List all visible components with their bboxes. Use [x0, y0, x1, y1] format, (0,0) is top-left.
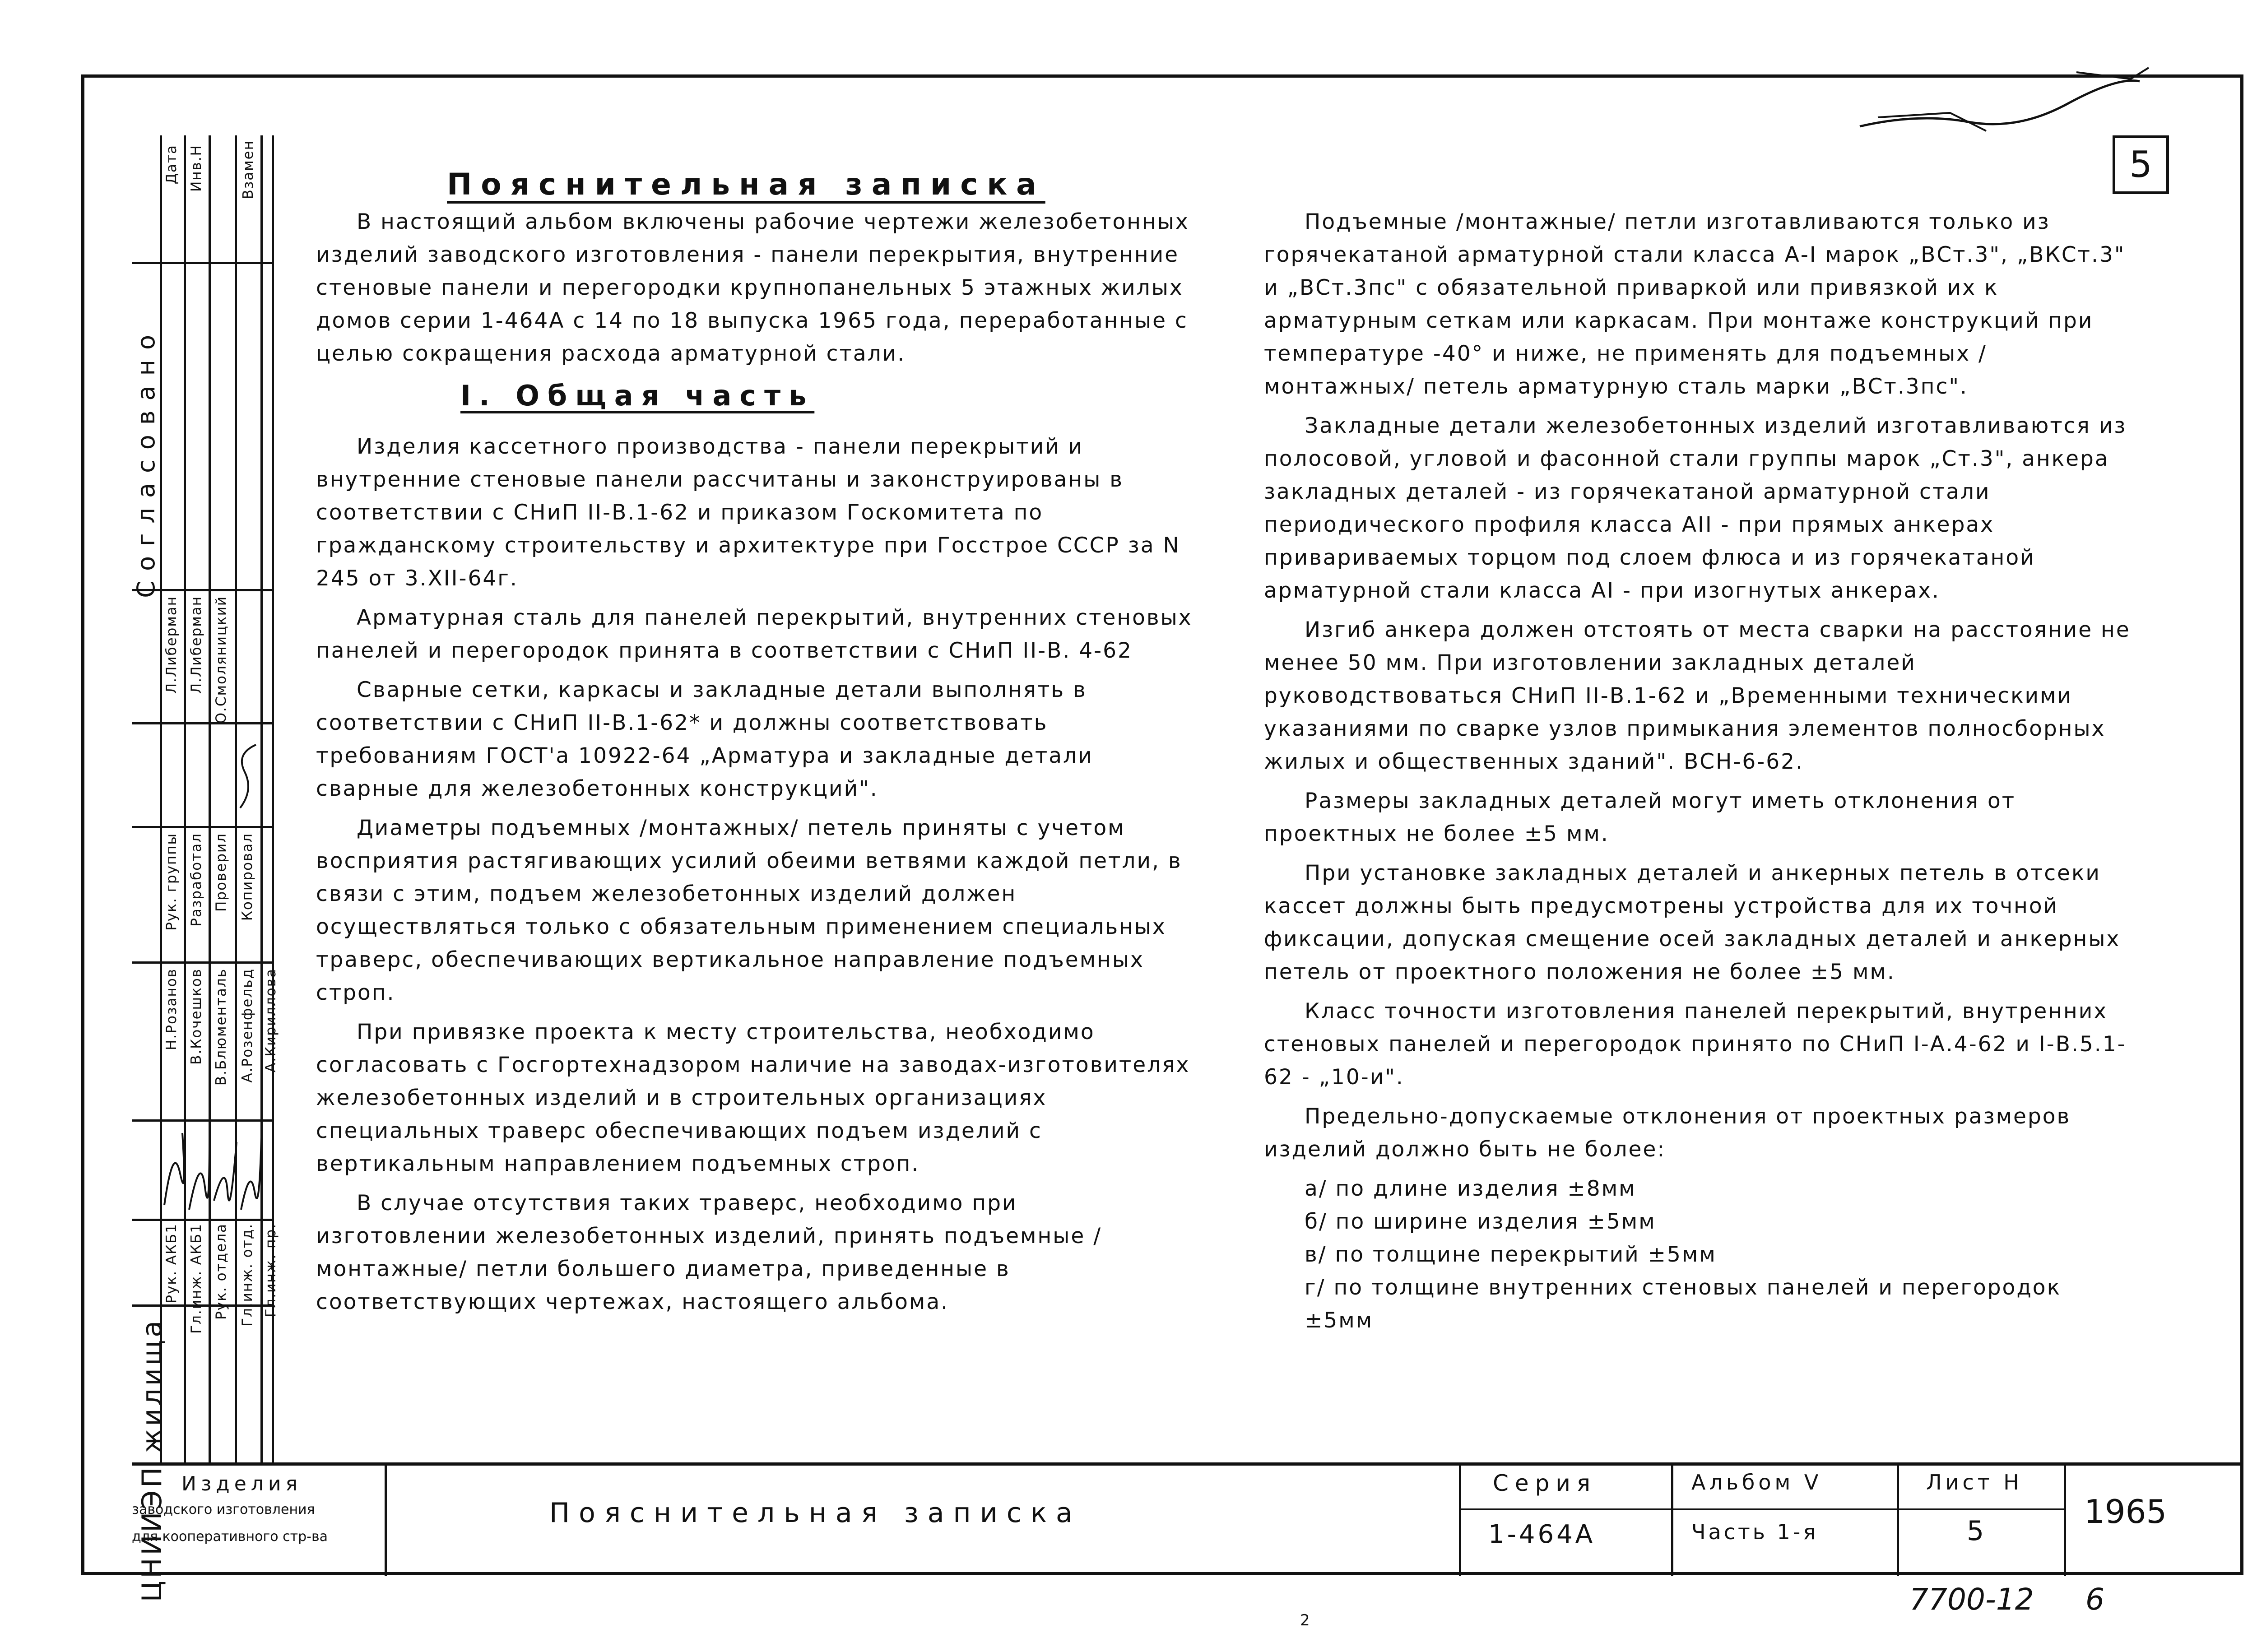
name-b-3: О.Смоляницкий	[213, 596, 229, 724]
paragraph-1: Изделия кассетного производства - панели перекрытий и внутренние стеновые панели рассчитаны и законструированы в соответствии с СНиП II-В.1-62 и приказом Госкомитета по гражданскому строительству и архитектуре при Госстрое СССР за N 245 от 3.XII-64г.	[316, 434, 1180, 591]
paragraph-3: Сварные сетки, каркасы и закладные детали выполнять в соответствии с СНиП II-В.1-62* и должны соответствовать требованиям ГОСТ'а 10922-64 „Арматура и закладные детали сварные для железобетонных конструкций".	[316, 678, 1093, 801]
tolerance-item-a: а/ по длине изделия ±8мм	[1305, 1176, 1636, 1201]
name-a-5: А.Кириллова	[263, 968, 279, 1072]
right-column	[1264, 205, 2135, 1337]
scribble-mark	[1851, 63, 2167, 144]
sheet-value: 5	[1967, 1515, 1984, 1547]
series-label: Серия	[1493, 1470, 1597, 1496]
sheet-label: Лист Н	[1926, 1470, 2023, 1494]
role-b-4: Копировал	[239, 833, 255, 921]
paragraph-6: В случае отсутствия таких траверс, необходимо при изготовлении железобетонных изделий, принять подъемные /монтажные/ петли большего диаметра, приведенные в соответствующих чертежах, настоящего альбома.	[316, 1191, 1102, 1314]
role-a-3: Рук. отдела	[213, 1223, 229, 1320]
role-b-2: Разработал	[188, 833, 204, 927]
signature-copied	[236, 736, 263, 817]
right-paragraph-5: При установке закладных деталей и анкерных петель в отсеки кассет должны быть предусмотрены устройства для их точной фиксации, допуская смещение осей закладных деталей и анкерных петель от проектного положения не более ±5 мм.	[1264, 861, 2121, 984]
doc-title-cell	[385, 1466, 1459, 1576]
right-paragraph-1: Подъемные /монтажные/ петли изготавливаются только из горячекатаной арматурной стали класса А-I марок „ВСт.3", „ВКСт.3" и „ВСт.3пс" с обязательной приваркой или привязкой их к арматурным сеткам или каркасам. При монтаже конструкций при температуре -40° и ниже, не применять для подъемных /монтажных/ петель арматурную сталь марки „ВСт.3пс".	[1264, 209, 2126, 399]
footer-number: 6	[2085, 1582, 2104, 1617]
org-label: ЦНИИЭП жилища	[136, 1318, 168, 1602]
series-value: 1-464А	[1488, 1520, 1596, 1549]
role-a-4: Гл.инж. отд.	[239, 1223, 255, 1327]
right-paragraph-4: Размеры закладных деталей могут иметь отклонения от проектных не более ±5 мм.	[1264, 789, 2016, 846]
paragraph-2: Арматурная сталь для панелей перекрытий, внутренних стеновых панелей и перегородок принята в соответствии с СНиП II-В. 4-62	[316, 605, 1193, 663]
name-b-2: Л.Либерман	[188, 596, 204, 694]
role-b-1: Рук. группы	[163, 833, 180, 931]
name-b-1: Л.Либерман	[163, 596, 180, 694]
album-cell	[1671, 1466, 1897, 1576]
paragraph-4: Диаметры подъемных /монтажных/ петель приняты с учетом восприятия растягивающих усилий обеими ветвями каждой петли, в связи с этим, подъем железобетонных изделий должен осуществляться только с обязательным применением специальных траверс, обеспечивающих вертикальное направление подъемных строп.	[316, 816, 1182, 1005]
product-line-3: для кооперативного стр-ва	[132, 1529, 328, 1545]
right-paragraph-3: Изгиб анкера должен отстоять от места сварки на расстояние не менее 50 мм. При изготовлении закладных деталей руководствоваться СНиП II-В.1-62 и „Временными техническими указаниями по сварке узлов примыкания элементов полносборных жилых и общественных зданий". ВСН-6-62.	[1264, 617, 2131, 774]
page-mark: 2	[1300, 1611, 1310, 1629]
role-b-3: Проверил	[213, 833, 229, 912]
right-paragraph-2: Закладные детали железобетонных изделий изготавливаются из полосовой, угловой и фасонной стали группы марок „Ст.3", анкера закладных деталей - из горячекатаной арматурной стали периодического профиля класса АII - при прямых анкерах привариваемых торцом под слоем флюса и из горячекатаной арматурной стали класса АI - при изогнутых анкерах.	[1264, 413, 2127, 603]
signature-scribbles	[160, 1124, 273, 1219]
sheet-cell	[1897, 1466, 2064, 1576]
name-a-2: В.Кочешков	[188, 968, 204, 1065]
agreed-label: Согласовано	[132, 325, 160, 598]
name-a-1: Н.Розанов	[163, 968, 180, 1050]
inv-label: Инв.Н	[188, 144, 204, 192]
replace-label: Взамен	[240, 140, 256, 200]
tolerance-item-b: б/ по ширине изделия ±5мм	[1305, 1209, 1656, 1234]
left-column	[316, 205, 1196, 1325]
role-a-1: Рук. АКБ1	[163, 1223, 180, 1304]
product-line-1: Изделия	[181, 1472, 302, 1495]
title-block	[132, 1462, 2243, 1576]
sheet-number: 5	[2129, 144, 2152, 186]
tolerance-item-c: в/ по толщине перекрытий ±5мм	[1305, 1242, 1717, 1267]
role-a-5: Гл.инж. пр.	[263, 1223, 279, 1318]
page-title: Пояснительная записка	[447, 167, 1045, 202]
year-cell	[2064, 1466, 2244, 1576]
date-label: Дата	[163, 144, 180, 185]
right-paragraph-6: Класс точности изготовления панелей перекрытий, внутренних стеновых панелей и перегородок принято по СНиП I-А.4-62 и I-В.5.1-62 - „10-и".	[1264, 999, 2127, 1090]
role-a-2: Гл.инж. АКБ1	[188, 1223, 204, 1334]
section-title: I. Общая часть	[460, 379, 815, 412]
year-value: 1965	[2084, 1493, 2167, 1531]
name-a-4: А.Розенфельд	[239, 968, 255, 1083]
tolerance-item-d: г/ по толщине внутренних стеновых панелей и перегородок ±5мм	[1305, 1275, 2061, 1333]
product-line-2: заводского изготовления	[132, 1502, 315, 1517]
part-label: Часть 1-я	[1691, 1520, 1819, 1544]
series-cell	[1459, 1466, 1671, 1576]
album-label: Альбом V	[1691, 1470, 1822, 1494]
footer-code: 7700-12	[1909, 1582, 2034, 1617]
right-paragraph-7: Предельно-допускаемые отклонения от проектных размеров изделий должно быть не более:	[1264, 1104, 2071, 1162]
intro-paragraph: В настоящий альбом включены рабочие чертежи железобетонных изделий заводского изготовления - панели перекрытия, внутренние стеновые панели и перегородки крупнопанельных 5 этажных жилых домов серии 1-464А с 14 по 18 выпуска 1965 года, переработанные с целью сокращения расхода арматурной стали.	[316, 209, 1189, 366]
name-a-3: В.Блюменталь	[213, 968, 229, 1086]
paragraph-5: При привязке проекта к месту строительства, необходимо согласовать с Госгортехнадзором наличие на заводах-изготовителях железобетонных изделий и в строительных организациях специальных траверс обеспечивающих подъем изделий с вертикальным направлением подъемных строп.	[316, 1020, 1190, 1176]
doc-title: Пояснительная записка	[549, 1497, 1082, 1529]
